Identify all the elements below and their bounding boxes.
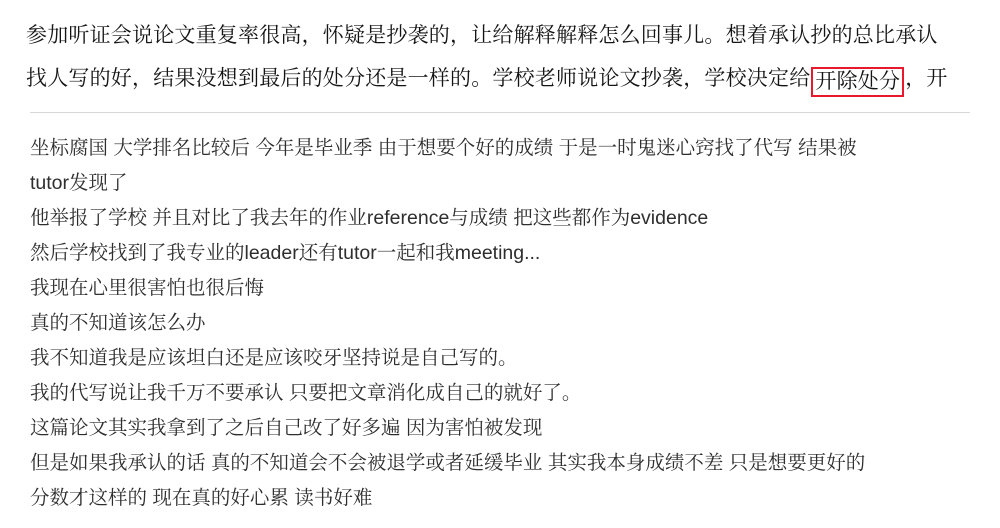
intro-line-2 [26, 57, 974, 100]
quote-line: 我现在心里很害怕也很后悔 [30, 277, 265, 299]
section-divider [30, 112, 970, 113]
quote-line: 然后学校找到了我专业的leader还有tutor一起和我meeting... [30, 242, 541, 264]
quote-line: 坐标腐国 大学排名比较后 今年是毕业季 由于想要个好的成绩 于是一时鬼迷心窍找了代写 结果被 [30, 137, 857, 159]
intro-line-1: 参加听证会说论文重复率很高，怀疑是抄袭的，让给解释解释怎么回事儿。想着承认抄的总比承认 [26, 24, 938, 47]
quote-line: 他举报了学校 并且对比了我去年的作业reference与成绩 把这些都作为evidence [30, 207, 709, 229]
quote-line: 这篇论文其实我拿到了之后自己改了好多遍 因为害怕被发现 [30, 417, 543, 439]
intro-line-2-text: 找人写的好，结果没想到最后的处分还是一样的。学校老师说论文抄袭，学校决定给 [26, 67, 811, 90]
intro-line-2-tail: ，开 [905, 67, 948, 90]
quoted-post [26, 131, 974, 516]
quote-line: tutor发现了 [30, 172, 128, 194]
intro-paragraph [26, 14, 974, 100]
quote-line: 我的代写说让我千万不要承认 只要把文章消化成自己的就好了。 [30, 382, 582, 404]
quote-line: 我不知道我是应该坦白还是应该咬牙坚持说是自己写的。 [30, 347, 518, 369]
quote-line: 但是如果我承认的话 真的不知道会不会被退学或者延缓毕业 其实我本身成绩不差 只是想要更好的 [30, 452, 866, 474]
quote-line: 真的不知道该怎么办 [30, 312, 206, 334]
quote-line: 分数才这样的 现在真的好心累 读书好难 [30, 487, 373, 509]
highlighted-phrase: 开除处分 [811, 67, 904, 97]
